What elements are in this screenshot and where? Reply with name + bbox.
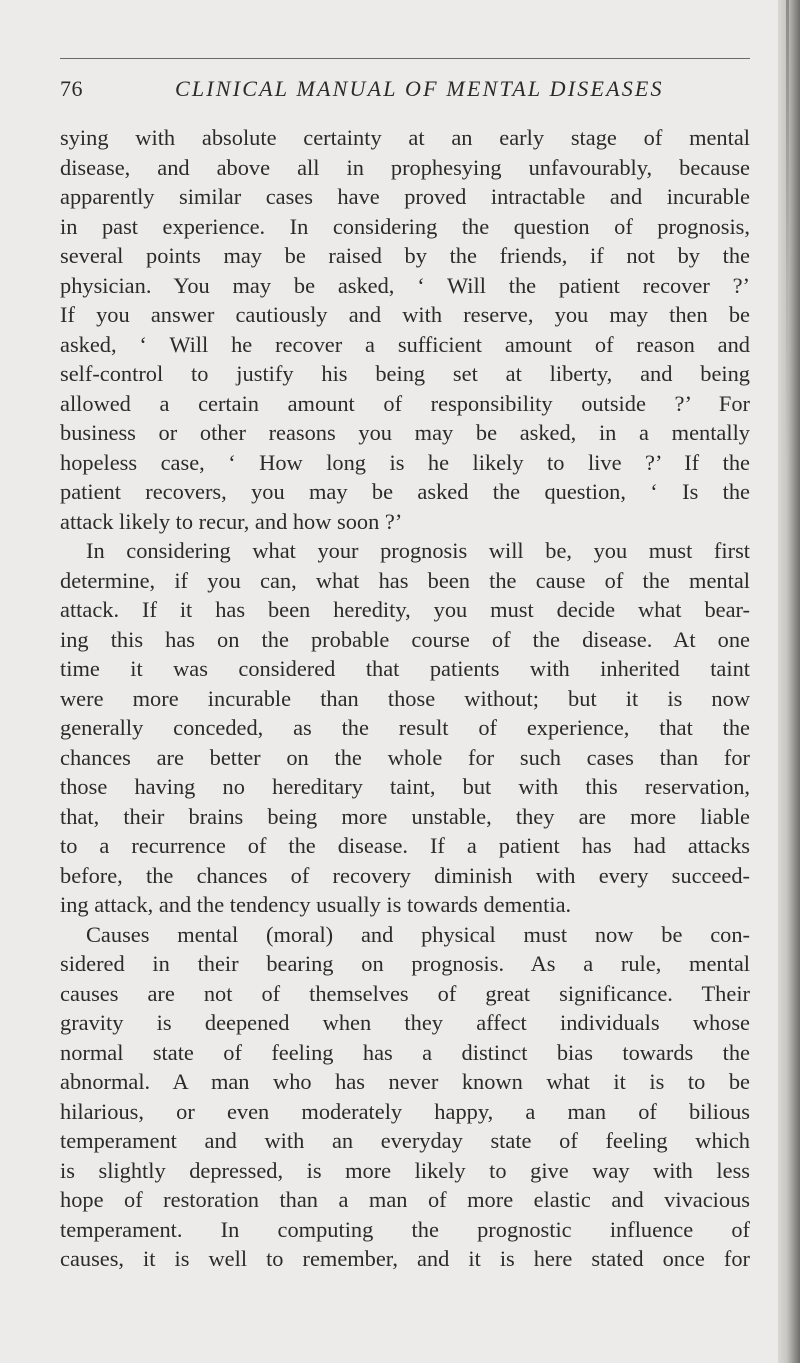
- text-line: sidered in their bearing on prognosis. As a rule, mental: [60, 951, 750, 976]
- text-line: is slightly depressed, is more likely to give way with less: [60, 1157, 750, 1183]
- text-line: attack likely to recur, and how soon ?’: [60, 508, 403, 534]
- text-line: ing attack, and the tendency usually is towards dementia.: [60, 892, 572, 917]
- text-line: ing this has on the probable course of the disease. At one: [60, 626, 750, 652]
- text-line: patient recovers, you may be asked the question, ‘ Is the: [60, 479, 750, 504]
- text-line: causes, it is well to remember, and it is here stated once for: [60, 1246, 750, 1271]
- text-line: hilarious, or even moderately happy, a man of bilious: [60, 1098, 750, 1124]
- text-line: abnormal. A man who has never known what it is to be: [60, 1069, 750, 1094]
- text-line: self-control to justify his being set at liberty, and being: [60, 361, 750, 386]
- text-line: In considering what your prognosis will be, you must first: [86, 538, 750, 563]
- text-line: were more incurable than those without; but it is now: [60, 685, 750, 711]
- text-line: business or other reasons you may be asked, in a mentally: [60, 420, 750, 445]
- text-line: hopeless case, ‘ How long is he likely to live ?’ If the: [60, 449, 750, 475]
- text-line: those having no hereditary taint, but with this reservation,: [60, 774, 750, 799]
- text-line: time it was considered that patients with inherited taint: [60, 656, 750, 681]
- text-line: asked, ‘ Will he recover a sufficient amount of reason and: [60, 331, 750, 357]
- text-line: that, their brains being more unstable, they are more liable: [60, 803, 750, 829]
- page-edge-shadow: [778, 0, 800, 1363]
- running-head: CLINICAL MANUAL OF MENTAL DISEASES: [175, 76, 664, 101]
- text-line: before, the chances of recovery diminish with every succeed-: [60, 862, 750, 888]
- text-line: chances are better on the whole for such cases than for: [60, 744, 750, 770]
- page-number: 76: [60, 76, 83, 101]
- text-line: determine, if you can, what has been the cause of the mental: [60, 567, 750, 593]
- text-line: in past experience. In considering the question of prognosis,: [60, 213, 750, 239]
- top-rule: [60, 58, 750, 59]
- page-header: [60, 76, 750, 110]
- text-line: temperament. In computing the prognostic influence of: [60, 1216, 750, 1242]
- text-line: generally conceded, as the result of experience, that the: [60, 715, 750, 740]
- text-line: attack. If it has been heredity, you must decide what bear-: [60, 597, 750, 622]
- text-line: Causes mental (moral) and physical must now be con-: [86, 921, 750, 947]
- text-line: apparently similar cases have proved intractable and incurable: [60, 184, 750, 209]
- text-line: to a recurrence of the disease. If a patient has had attacks: [60, 833, 750, 858]
- text-line: sying with absolute certainty at an early stage of mental: [60, 125, 750, 150]
- text-line: allowed a certain amount of responsibility outside ?’ For: [60, 390, 750, 416]
- text-line: temperament and with an everyday state of feeling which: [60, 1128, 750, 1153]
- text-line: causes are not of themselves of great significance. Their: [60, 980, 750, 1006]
- text-line: gravity is deepened when they affect individuals whose: [60, 1010, 750, 1035]
- text-line: If you answer cautiously and with reserve, you may then be: [60, 302, 750, 327]
- text-line: disease, and above all in prophesying unfavourably, because: [60, 154, 750, 180]
- text-line: normal state of feeling has a distinct bias towards the: [60, 1039, 750, 1065]
- text-line: hope of restoration than a man of more elastic and vivacious: [60, 1187, 750, 1212]
- text-line: physician. You may be asked, ‘ Will the patient recover ?’: [60, 272, 750, 298]
- text-line: several points may be raised by the friends, if not by the: [60, 243, 750, 268]
- body-text: [60, 123, 750, 1274]
